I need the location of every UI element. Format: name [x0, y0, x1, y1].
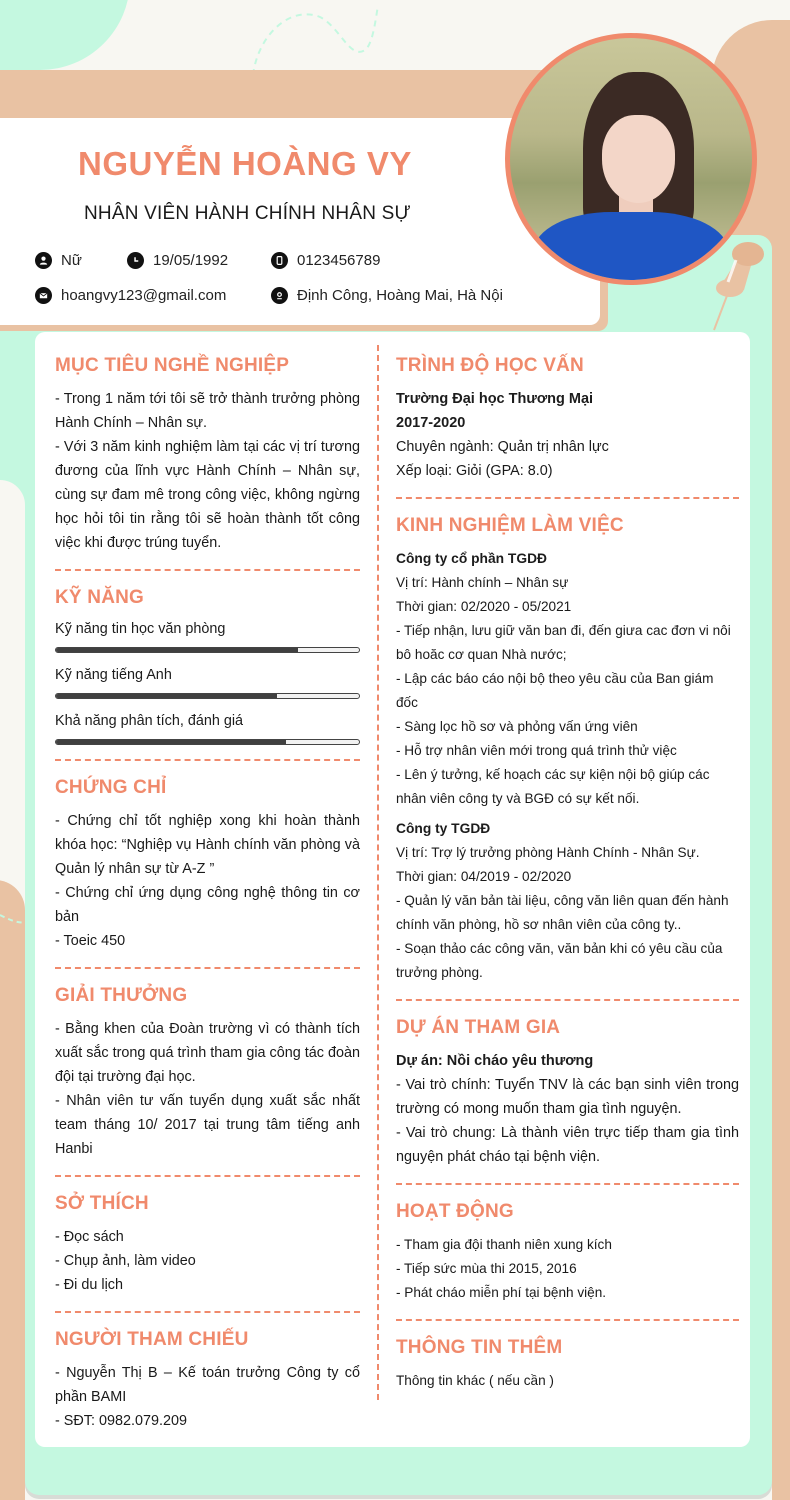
decor-peach-blob-left	[0, 880, 25, 1500]
section-projects	[396, 1017, 739, 1169]
skill-label: Khả năng phân tích, đánh giá	[55, 713, 244, 729]
company-name: Công ty TGDĐ	[396, 821, 491, 836]
job-position: Vị trí: Trợ lý trưởng phòng Hành Chính - Nhân Sự.	[396, 845, 700, 860]
skill-bar	[55, 647, 360, 653]
section-title: TRÌNH ĐỘ HỌC VẤN	[396, 355, 584, 376]
section-title: SỞ THÍCH	[55, 1193, 149, 1214]
job-task: - Soạn thảo các công văn, văn bản khi có yêu cầu của trưởng phòng.	[396, 941, 723, 980]
job-entry	[396, 817, 739, 985]
decor-dashed-squiggle	[250, 5, 380, 75]
decor-peach-strip-right	[772, 100, 790, 1500]
reference-line: - SĐT: 0982.079.209	[55, 1413, 188, 1429]
project-line: - Vai trò chính: Tuyển TNV là các bạn sinh viên trong trường có mong muốn tham gia tình nguyện.	[396, 1077, 739, 1117]
objective-line: - Trong 1 năm tới tôi sẽ trở thành trưởng phòng Hành Chính – Nhân sự.	[55, 391, 360, 431]
section-title: KINH NGHIỆM LÀM VIỆC	[396, 515, 624, 536]
education-grade: Xếp loại: Giỏi (GPA: 8.0)	[396, 463, 553, 479]
email-value[interactable]: hoangvy123@gmail.com	[61, 287, 227, 304]
skill-bar-fill	[56, 694, 277, 698]
contact-birthday	[127, 252, 228, 269]
skill-bar-fill	[56, 740, 286, 744]
column-divider	[377, 345, 379, 1400]
section-title: THÔNG TIN THÊM	[396, 1337, 563, 1358]
section-additional	[396, 1337, 739, 1393]
activity-line: - Tham gia đội thanh niên xung kích	[396, 1237, 612, 1252]
contact-address	[271, 287, 503, 304]
section-separator	[396, 497, 739, 499]
location-icon	[271, 287, 288, 304]
objective-line: - Với 3 năm kinh nghiệm làm tại các vị trí tương đương của lĩnh vực Hành Chính – Nhân sự, cùng sự đam mê trong công việc, không ngừng học hỏi tôi tin rằng tôi sẽ hoàn thành tốt công việc khi được trúng tuyển.	[55, 439, 360, 551]
award-line: - Bằng khen của Đoàn trường vì có thành tích xuất sắc trong quá trình tham gia công tác đoàn đội tại trường đại học.	[55, 1021, 360, 1085]
certificate-line: - Chứng chỉ ứng dụng công nghệ thông tin cơ bản	[55, 885, 360, 925]
decor-cream-wedge	[0, 480, 25, 900]
company-name: Công ty cổ phần TGDĐ	[396, 551, 547, 566]
job-entry	[396, 547, 739, 811]
pushpin-icon	[708, 238, 768, 333]
mail-icon	[35, 287, 52, 304]
education-major: Chuyên ngành: Quản trị nhân lực	[396, 439, 609, 455]
section-title: GIẢI THƯỞNG	[55, 985, 188, 1006]
section-separator	[55, 1311, 360, 1313]
section-title: NGƯỜI THAM CHIẾU	[55, 1329, 249, 1350]
reference-line: - Nguyễn Thị B – Kế toán trưởng Công ty cổ phần BAMI	[55, 1365, 360, 1405]
section-certificates	[55, 777, 360, 953]
section-activities	[396, 1201, 739, 1305]
activity-line: - Tiếp sức mùa thi 2015, 2016	[396, 1261, 577, 1276]
project-name: Dự án: Nồi cháo yêu thương	[396, 1053, 594, 1069]
hobby-line: - Đi du lịch	[55, 1277, 123, 1293]
section-separator	[55, 1175, 360, 1177]
section-education	[396, 355, 739, 483]
section-separator	[396, 999, 739, 1001]
birthday-value: 19/05/1992	[153, 252, 229, 269]
job-title: NHÂN VIÊN HÀNH CHÍNH NHÂN SỰ	[84, 203, 411, 224]
candidate-name: NGUYỄN HOÀNG VY	[78, 145, 412, 182]
section-title: DỰ ÁN THAM GIA	[396, 1017, 561, 1038]
contact-phone	[271, 252, 380, 269]
job-task: - Lên ý tưởng, kế hoạch các sự kiện nội bộ giúp các nhân viên công ty và BGĐ có sự kết nối.	[396, 767, 710, 806]
additional-text: Thông tin khác ( nếu cần )	[396, 1373, 554, 1388]
section-experience	[396, 515, 739, 985]
certificate-line: - Toeic 450	[55, 933, 126, 949]
section-title: KỸ NĂNG	[55, 587, 145, 608]
section-separator	[55, 569, 360, 571]
skill-bar	[55, 739, 360, 745]
left-column	[55, 355, 360, 1433]
section-hobbies	[55, 1193, 360, 1297]
gender-value: Nữ	[61, 252, 82, 269]
section-skills	[55, 587, 360, 745]
contact-gender	[35, 252, 82, 269]
section-references	[55, 1329, 360, 1433]
section-separator	[396, 1319, 739, 1321]
person-icon	[35, 252, 52, 269]
right-column	[396, 355, 739, 1393]
certificate-line: - Chứng chỉ tốt nghiệp xong khi hoàn thành khóa học: “Nghiệp vụ Hành chính văn phòng và Quản lý nhân sự từ A-Z ”	[55, 813, 360, 877]
skill-bar-fill	[56, 648, 298, 652]
skill-label: Kỹ năng tin học văn phòng	[55, 621, 226, 637]
job-task: - Lập các báo cáo nội bộ theo yêu cầu của Ban giám đốc	[396, 671, 714, 710]
award-line: - Nhân viên tư vấn tuyển dụng xuất sắc nhất team tháng 10/ 2017 tại trung tâm tiếng anh Hanbi	[55, 1093, 360, 1157]
section-separator	[55, 967, 360, 969]
section-title: CHỨNG CHỈ	[55, 777, 167, 798]
address-value: Định Công, Hoàng Mai, Hà Nội	[297, 287, 503, 304]
job-position: Vị trí: Hành chính – Nhân sự	[396, 575, 569, 590]
school-name: Trường Đại học Thương Mại	[396, 391, 594, 407]
clock-icon	[127, 252, 144, 269]
hobby-line: - Đọc sách	[55, 1229, 124, 1245]
section-separator	[396, 1183, 739, 1185]
education-years: 2017-2020	[396, 415, 466, 431]
job-task: - Quản lý văn bản tài liệu, công văn liên quan đến hành chính văn phòng, hồ sơ nhân viên của công ty..	[396, 893, 729, 932]
skill-bar	[55, 693, 360, 699]
job-period: Thời gian: 04/2019 - 02/2020	[396, 869, 572, 884]
job-task: - Tiếp nhận, lưu giữ văn ban đi, đến giưa cac đơn vi nôi bô hoăc cơ quan Nhà nước;	[396, 623, 731, 662]
phone-icon	[271, 252, 288, 269]
section-objective	[55, 355, 360, 555]
section-title: MỤC TIÊU NGHỀ NGHIỆP	[55, 355, 290, 376]
activity-line: - Phát cháo miễn phí tại bệnh viện.	[396, 1285, 607, 1300]
section-separator	[55, 759, 360, 761]
project-line: - Vai trò chung: Là thành viên trực tiếp tham gia tình nguyện phát cháo tại bệnh viện.	[396, 1125, 739, 1165]
contact-email	[35, 287, 226, 304]
decor-mint-blob	[0, 0, 130, 70]
hobby-line: - Chụp ảnh, làm video	[55, 1253, 196, 1269]
section-title: HOẠT ĐỘNG	[396, 1201, 514, 1222]
section-awards	[55, 985, 360, 1161]
job-period: Thời gian: 02/2020 - 05/2021	[396, 599, 572, 614]
job-task: - Hỗ trợ nhân viên mới trong quá trình thử việc	[396, 743, 677, 758]
phone-value[interactable]: 0123456789	[297, 252, 381, 269]
job-task: - Sàng lọc hồ sơ và phỏng vấn ứng viên	[396, 719, 638, 734]
skill-label: Kỹ năng tiếng Anh	[55, 667, 172, 683]
